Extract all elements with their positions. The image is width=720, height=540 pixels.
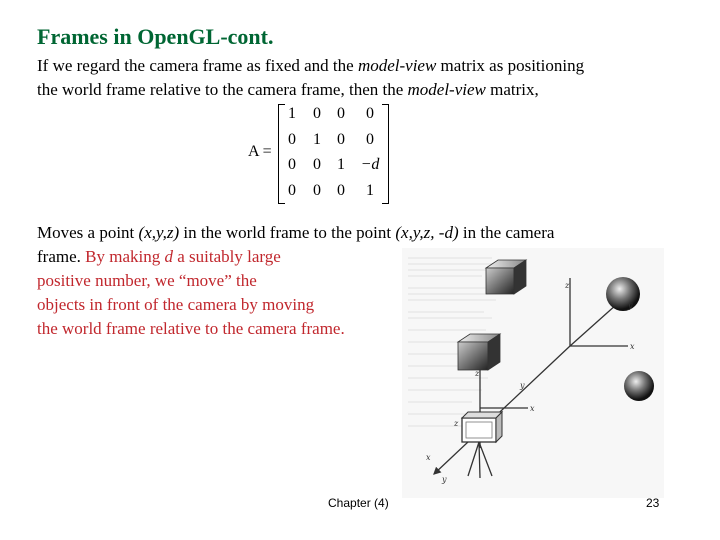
sphere-upper	[606, 277, 640, 311]
matrix-cell: 1	[313, 131, 321, 148]
matrix-cell: 0	[288, 156, 296, 173]
explanation-line-1: Moves a point (x,y,z) in the world frame to the point (x,y,z, -d) in the camera	[37, 223, 555, 242]
sphere-lower	[624, 371, 654, 401]
intro-line-2: the world frame relative to the camera frame, then the model-view matrix,	[37, 80, 539, 99]
matrix-cell: 0	[337, 131, 345, 148]
explanation-line-3: positive number, we “move” the	[37, 271, 257, 290]
footer-chapter: Chapter (4)	[328, 496, 389, 510]
matrix-cell: 0	[313, 156, 321, 173]
axis-label: z	[565, 281, 570, 290]
footer-page-number: 23	[646, 496, 660, 510]
intro-paragraph	[37, 54, 697, 102]
axis-label: y	[628, 301, 633, 310]
axis-label: x	[426, 453, 431, 462]
explanation-line-4: objects in front of the camera by moving	[37, 295, 315, 314]
matrix-lhs-label: A =	[248, 143, 272, 160]
axis-label: x	[530, 404, 535, 413]
matrix-cell: 0	[337, 105, 345, 122]
matrix-cell: 0	[337, 182, 345, 199]
matrix-cell: 0	[366, 131, 374, 148]
cube-upper	[486, 260, 526, 294]
axis-label: z	[454, 419, 459, 428]
matrix-cell: 0	[313, 182, 321, 199]
camera-frame-figure	[402, 248, 664, 498]
axis-label: z	[475, 369, 480, 378]
axis-label: y	[520, 381, 525, 390]
matrix-cell: 0	[288, 182, 296, 199]
matrix-cell: 0	[313, 105, 321, 122]
intro-line-1: If we regard the camera frame as fixed and the model-view matrix as positioning	[37, 56, 585, 75]
explanation-line-5: the world frame relative to the camera frame.	[37, 319, 345, 338]
model-view-matrix	[248, 102, 398, 206]
matrix-cell: 1	[366, 182, 374, 199]
axis-label: y	[442, 475, 447, 484]
matrix-cell: 0	[288, 131, 296, 148]
matrix-right-bracket	[382, 104, 389, 204]
matrix-cell: 1	[288, 105, 296, 122]
axis-label: x	[630, 342, 635, 351]
matrix-cell: 1	[337, 156, 345, 173]
matrix-cell: −d	[360, 156, 380, 173]
slide-title: Frames in OpenGL-cont.	[37, 24, 274, 49]
matrix-cell: 0	[366, 105, 374, 122]
cube-lower	[458, 334, 500, 370]
explanation-line-2: frame. By making d a suitably large	[37, 247, 281, 266]
